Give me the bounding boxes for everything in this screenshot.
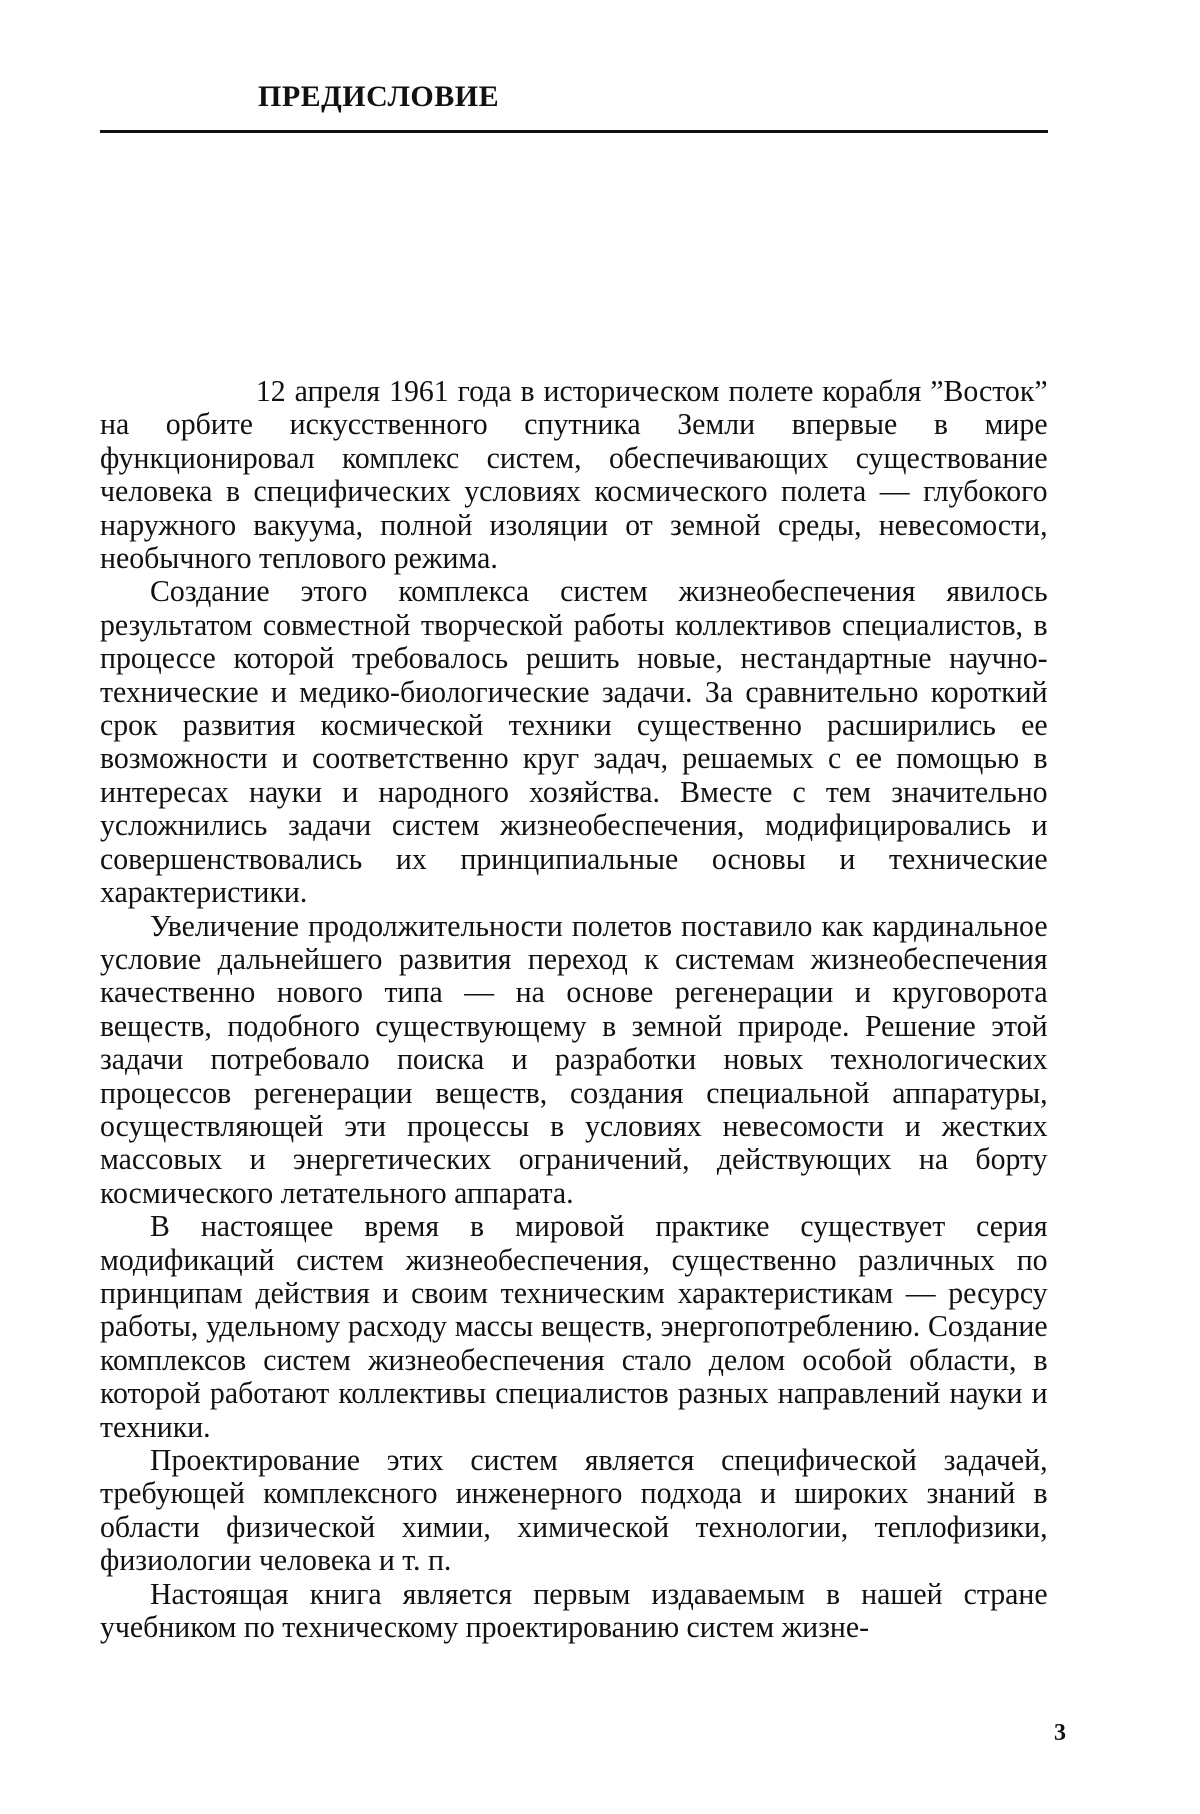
body-text <box>100 374 1048 1643</box>
paragraph: Проектирование этих систем является специфической задачей, требующей комплексного инженерного подхода и широких знаний в области физической химии, химической технологии, теплофизики, физиологии человека и т. п. <box>100 1442 1048 1578</box>
paragraph: Увеличение продолжительности полетов поставило как кардинальное условие дальнейшего развития переход к системам жизнеобеспечения качественно нового типа — на основе регенерации и круговорота веществ, подобного существующему в земной природе. Решение этой задачи потребовало поиска и разработки новых технологических процессов регенерации веществ, создания специальной аппаратуры, осуществляющей эти процессы в условиях невесомости и жестких массовых и энергетических ограничений, действующих на борту космического летательного аппарата. <box>100 907 1048 1210</box>
paragraph: В настоящее время в мировой практике существует серия модификаций систем жизнеобеспечения, существенно различных по принципам действия и своим техническим характеристикам — ресурсу работы, удельному расходу массы веществ, энергопотреблению. Создание комплексов систем жизнеобеспечения стало делом особой области, в которой работают коллективы специалистов разных направлений науки и техники. <box>100 1208 1048 1444</box>
section-heading: ПРЕДИСЛОВИЕ <box>258 80 500 113</box>
paragraph: Настоящая книга является первым издаваемым в нашей стране учебником по техническому проектированию систем жизне- <box>100 1575 1048 1645</box>
paragraph: 12 апреля 1961 года в историческом полете корабля ”Восток” на орбите искусственного спутника Земли впервые в мире функционировал комплекс систем, обеспечивающих существование человека в специфических условиях космического полета — глубокого наружного вакуума, полной изоляции от земной среды, невесомости, необычного теплового режима. <box>100 373 1048 576</box>
page-number: 3 <box>1054 1720 1066 1746</box>
paragraph: Создание этого комплекса систем жизнеобеспечения явилось результатом совместной творческой работы коллективов специалистов, в процессе которой требовалось решить новые, нестандартные научно-технические и медико-биологические задачи. За сравнительно короткий срок развития космической техники существенно расширились ее возможности и соответственно круг задач, решаемых с ее помощью в интересах науки и народного хозяйства. Вместе с тем значительно усложнились задачи систем жизнеобеспечения, модифицировались и совершенствовались их принципиальные основы и технические характеристики. <box>100 573 1048 910</box>
heading-rule <box>100 130 1048 133</box>
